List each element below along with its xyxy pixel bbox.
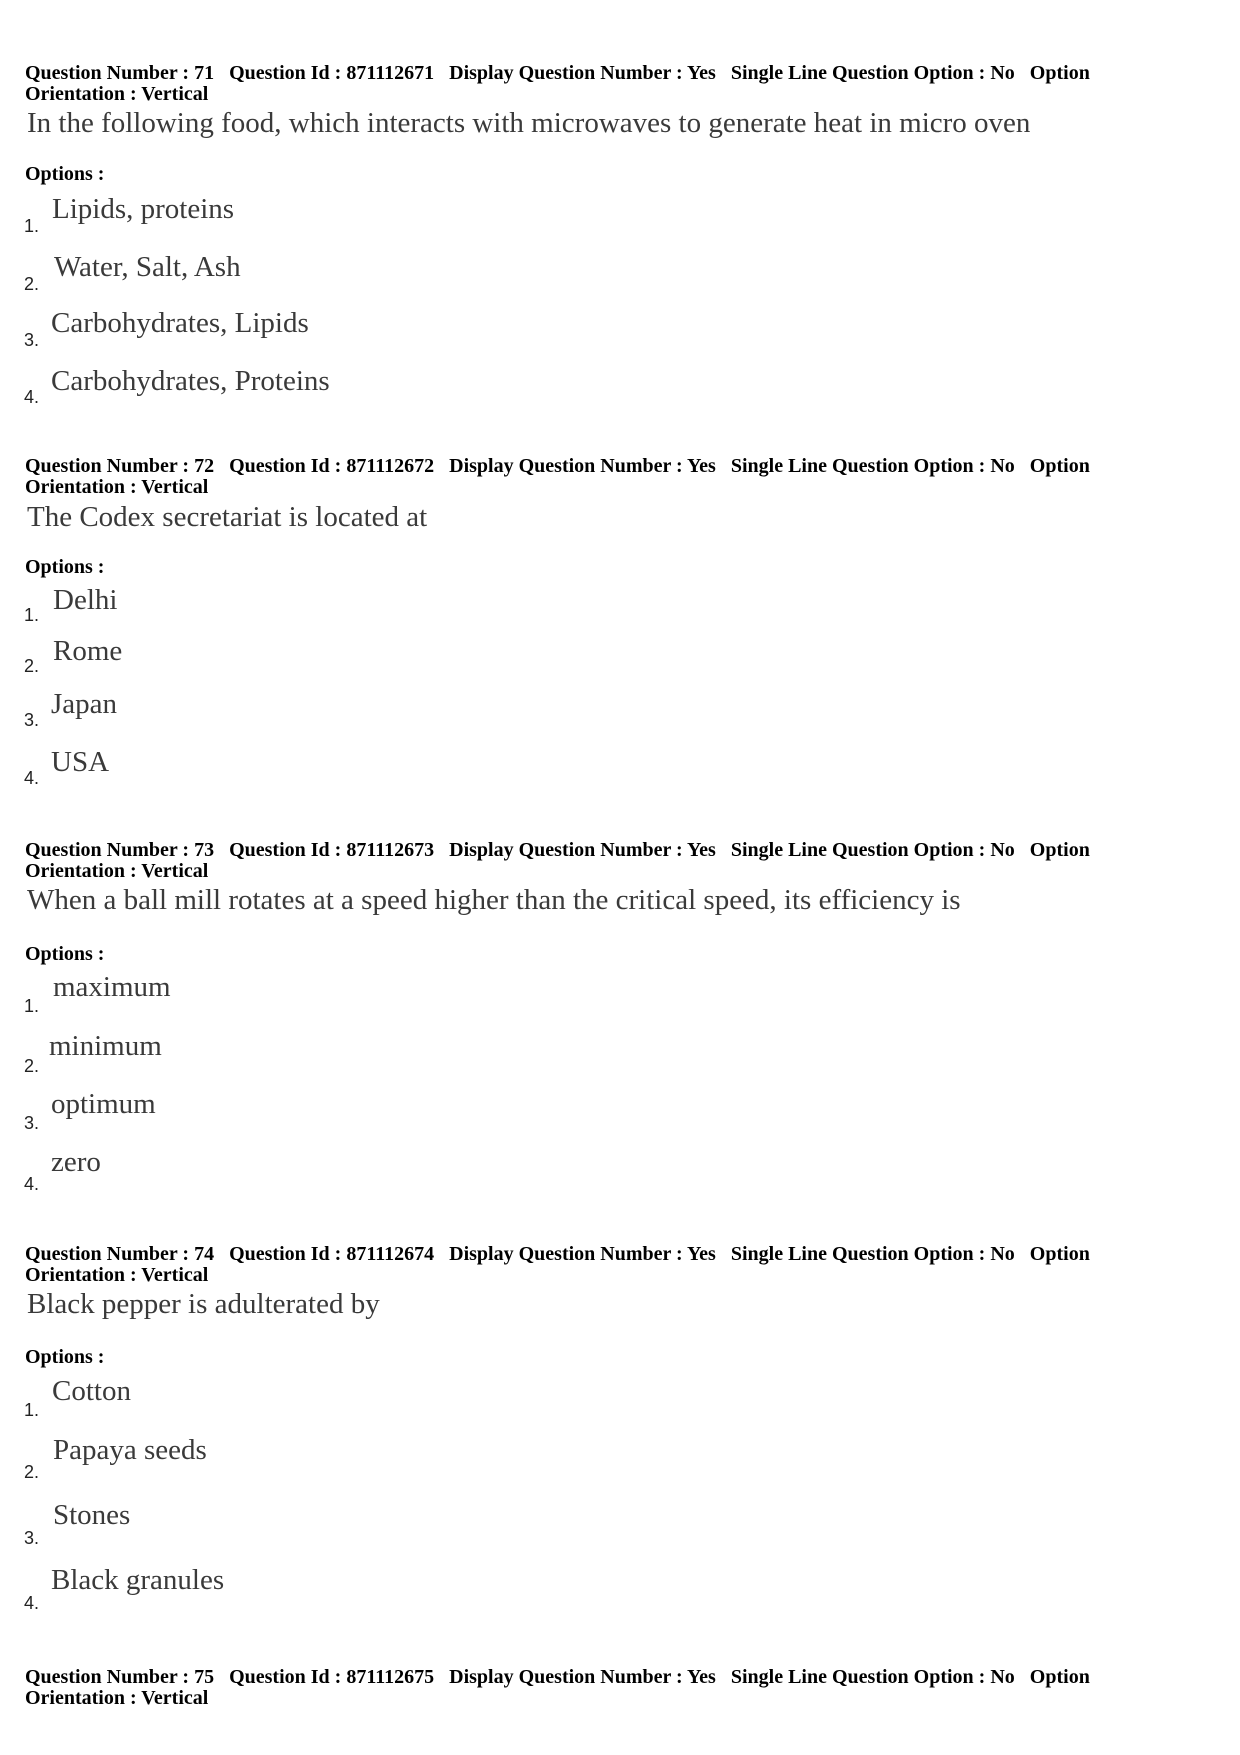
- option-number: 3.: [24, 710, 40, 730]
- question-73-option-2[interactable]: minimum: [49, 1030, 162, 1062]
- option-number: 4.: [24, 387, 40, 407]
- question-73-options-label: Options :: [25, 943, 105, 965]
- question-75-meta: Question Number : 75 Question Id : 871112675 Display Question Number : Yes Single Line Question Option : No Option Orientation : Vertical: [25, 1666, 1090, 1709]
- question-73-meta: Question Number : 73 Question Id : 871112673 Display Question Number : Yes Single Line Question Option : No Option Orientation : Vertical: [25, 839, 1090, 882]
- question-74-options-label: Options :: [25, 1346, 105, 1368]
- question-73-option-3[interactable]: optimum: [51, 1088, 156, 1120]
- question-74-option-3[interactable]: Stones: [53, 1499, 131, 1531]
- question-72-text: The Codex secretariat is located at: [27, 501, 428, 533]
- question-71-option-4[interactable]: Carbohydrates, Proteins: [51, 365, 330, 397]
- option-number: 4.: [24, 768, 40, 788]
- option-number: 2.: [24, 274, 40, 294]
- question-72-option-4[interactable]: USA: [51, 746, 110, 778]
- question-71-option-1[interactable]: Lipids, proteins: [52, 193, 235, 225]
- question-72-option-3[interactable]: Japan: [51, 688, 118, 720]
- question-74-text: Black pepper is adulterated by: [27, 1288, 380, 1320]
- question-73-option-1[interactable]: maximum: [53, 971, 171, 1003]
- question-71-meta: Question Number : 71 Question Id : 871112671 Display Question Number : Yes Single Line Question Option : No Option Orientation : Vertical: [25, 62, 1090, 105]
- option-number: 1.: [24, 1400, 40, 1420]
- question-71-text: In the following food, which interacts with microwaves to generate heat in micro oven: [27, 107, 1031, 139]
- question-72-option-1[interactable]: Delhi: [53, 584, 118, 616]
- option-number: 1.: [24, 216, 40, 236]
- option-number: 3.: [24, 1113, 40, 1133]
- question-73-option-4[interactable]: zero: [51, 1146, 101, 1178]
- question-71-option-2[interactable]: Water, Salt, Ash: [54, 251, 241, 283]
- question-74-option-2[interactable]: Papaya seeds: [53, 1434, 207, 1466]
- question-73-text: When a ball mill rotates at a speed higher than the critical speed, its efficiency is: [27, 884, 961, 916]
- option-number: 4.: [24, 1174, 40, 1194]
- option-number: 3.: [24, 330, 40, 350]
- question-72-option-2[interactable]: Rome: [53, 635, 123, 667]
- question-72-options-label: Options :: [25, 556, 105, 578]
- question-74-meta: Question Number : 74 Question Id : 871112674 Display Question Number : Yes Single Line Question Option : No Option Orientation : Vertical: [25, 1243, 1090, 1286]
- option-number: 1.: [24, 605, 40, 625]
- question-74-option-4[interactable]: Black granules: [51, 1564, 225, 1596]
- option-number: 4.: [24, 1593, 40, 1613]
- option-number: 3.: [24, 1528, 40, 1548]
- question-74-option-1[interactable]: Cotton: [52, 1375, 131, 1407]
- question-71-options-label: Options :: [25, 163, 105, 185]
- option-number: 2.: [24, 656, 40, 676]
- option-number: 2.: [24, 1462, 40, 1482]
- option-number: 2.: [24, 1056, 40, 1076]
- question-71-option-3[interactable]: Carbohydrates, Lipids: [51, 307, 309, 339]
- question-72-meta: Question Number : 72 Question Id : 871112672 Display Question Number : Yes Single Line Question Option : No Option Orientation : Vertical: [25, 455, 1090, 498]
- option-number: 1.: [24, 996, 40, 1016]
